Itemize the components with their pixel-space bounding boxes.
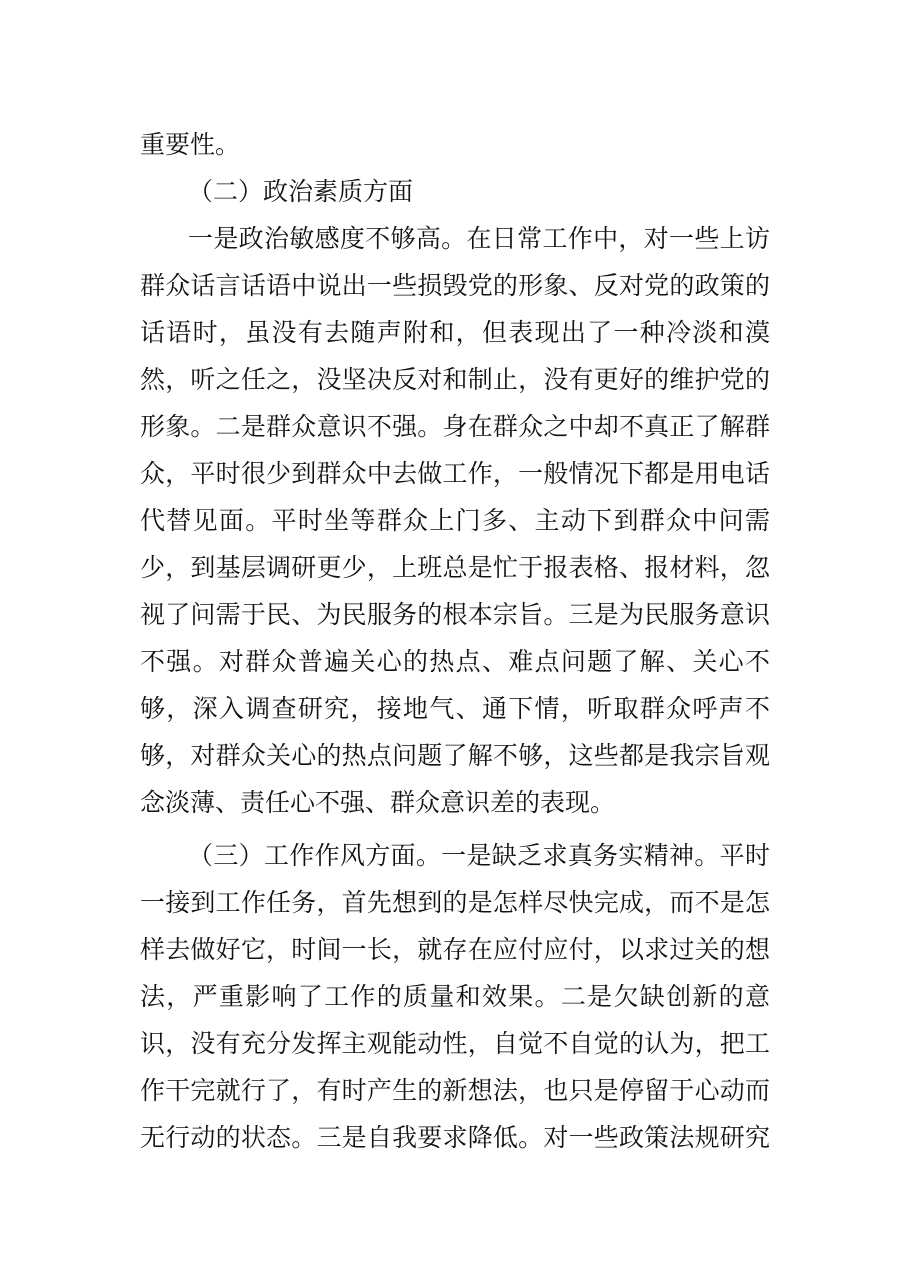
paragraph-line: 视了问需于民、为民服务的根本宗旨。三是为民服务意识	[140, 600, 770, 629]
paragraph-line: 然，听之任之，没坚决反对和制止，没有更好的维护党的	[140, 365, 770, 394]
paragraph-line: 众，平时很少到群众中去做工作，一般情况下都是用电话	[140, 459, 770, 488]
paragraph-line: 群众话言话语中说出一些损毁党的形象、反对党的政策的	[140, 271, 770, 300]
paragraph-line: 念淡薄、责任心不强、群众意识差的表现。	[140, 788, 616, 817]
paragraph-line: 够，深入调查研究，接地气、通下情，听取群众呼声不	[140, 694, 770, 723]
section-heading: （二）政治素质方面	[188, 177, 414, 206]
paragraph-line: 代替见面。平时坐等群众上门多、主动下到群众中问需	[140, 506, 770, 535]
paragraph-line: 够，对群众关心的热点问题了解不够，这些都是我宗旨观	[140, 741, 770, 770]
paragraph-line: 作干完就行了，有时产生的新想法，也只是停留于心动而	[140, 1076, 770, 1105]
paragraph-line: 不强。对群众普遍关心的热点、难点问题了解、关心不	[140, 647, 770, 676]
paragraph-line: 样去做好它，时间一长，就存在应付应付，以求过关的想	[140, 935, 770, 964]
paragraph-line: 话语时，虽没有去随声附和，但表现出了一种冷淡和漠	[140, 318, 770, 347]
paragraph-line: 无行动的状态。三是自我要求降低。对一些政策法规研究	[140, 1123, 770, 1152]
paragraph-line: 一接到工作任务，首先想到的是怎样尽快完成，而不是怎	[140, 888, 770, 917]
paragraph-line: 一是政治敏感度不够高。在日常工作中，对一些上访	[188, 224, 770, 253]
paragraph-line: 法，严重影响了工作的质量和效果。二是欠缺创新的意	[140, 982, 770, 1011]
paragraph-line: 形象。二是群众意识不强。身在群众之中却不真正了解群	[140, 412, 770, 441]
paragraph-line: （三）工作作风方面。一是缺乏求真务实精神。平时	[188, 841, 770, 870]
paragraph-line: 识，没有充分发挥主观能动性，自觉不自觉的认为，把工	[140, 1029, 770, 1058]
paragraph-line: 重要性。	[140, 130, 241, 159]
paragraph-line: 少，到基层调研更少，上班总是忙于报表格、报材料，忽	[140, 553, 770, 582]
